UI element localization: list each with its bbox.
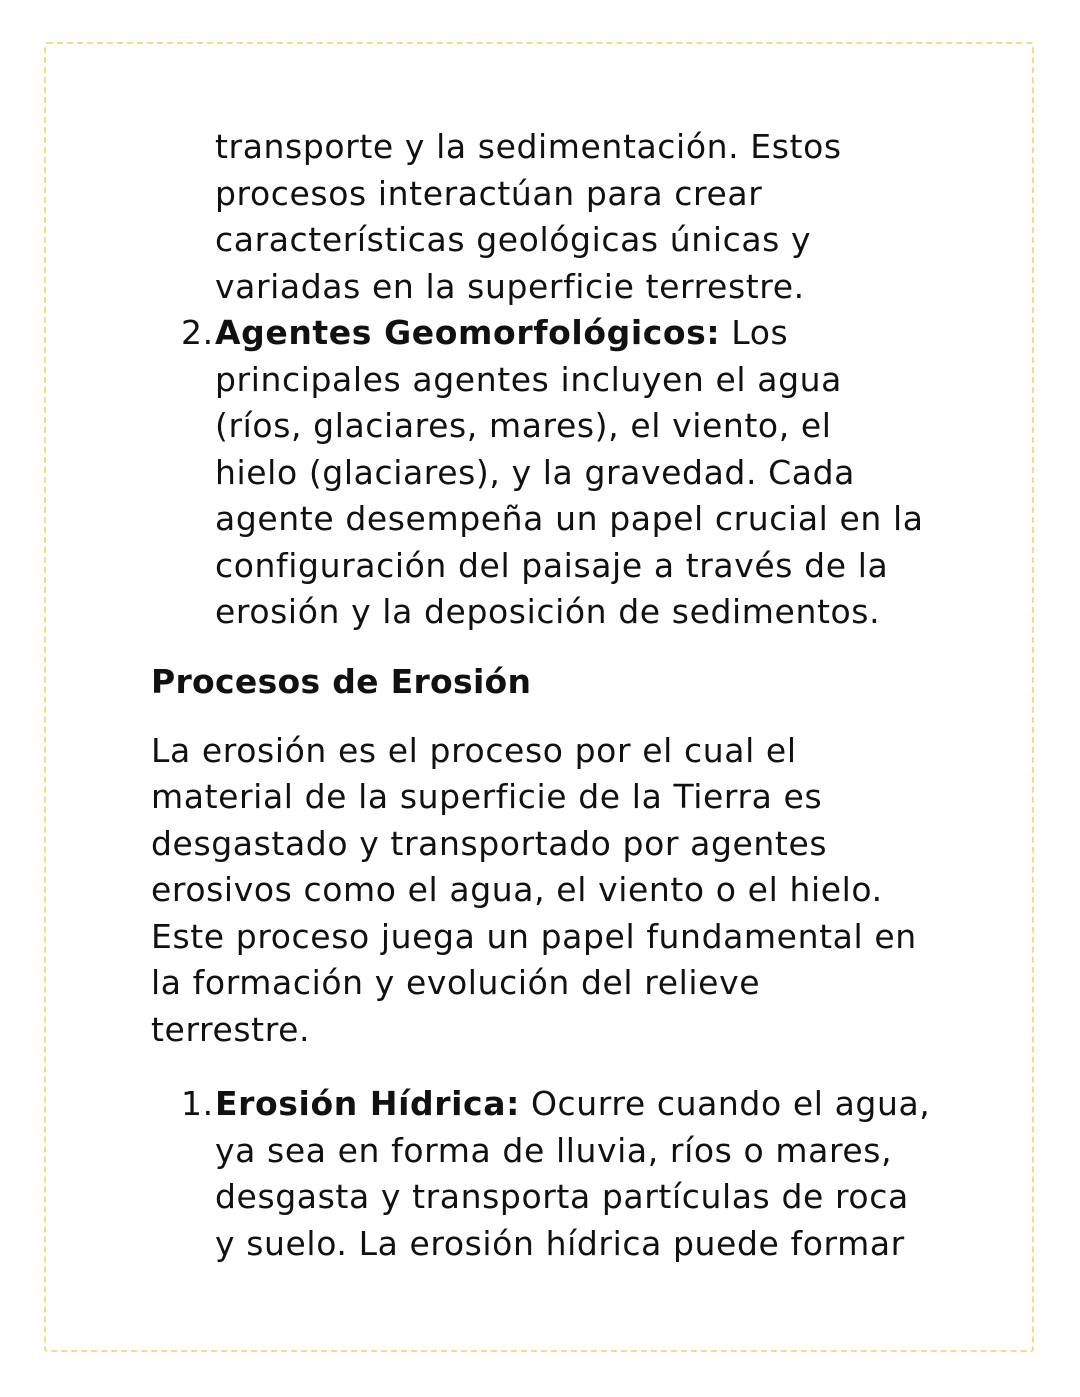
- text-line: erosión y la deposición de sedimentos.: [215, 592, 881, 631]
- list-item-agentes: [151, 310, 951, 636]
- text-line: hielo (glaciares), y la gravedad. Cada: [215, 452, 855, 492]
- text-line: transporte y la sedimentación. Estos: [215, 127, 842, 166]
- text-line: Este proceso juega un papel fundamental en: [151, 916, 917, 956]
- text-line: configuración del paisaje a través de la: [215, 545, 889, 585]
- text-line: [215, 310, 951, 357]
- text-line: [215, 1081, 951, 1128]
- text-line: variadas en la superficie terrestre.: [215, 266, 805, 306]
- text-line: desgasta y transporta partículas de roca: [215, 1177, 909, 1216]
- text-line: desgastado y transportado por agentes: [151, 823, 828, 863]
- term-label: Erosión Hídrica:: [215, 1084, 520, 1123]
- text-line: erosivos como el agua, el viento o el hielo.: [151, 870, 883, 909]
- text-line: material de la superficie de la Tierra es: [151, 777, 823, 816]
- section-heading: Procesos de Erosión: [151, 661, 532, 701]
- list-item-erosion-hidrica: [151, 1081, 951, 1267]
- text-line: la formación y evolución del relieve: [151, 963, 761, 1002]
- list-item-continuation: [151, 124, 951, 310]
- text-line: procesos interactúan para crear: [215, 173, 763, 213]
- list-number: 2.: [181, 313, 214, 352]
- list-number: 1.: [181, 1084, 214, 1123]
- text-line: terrestre.: [151, 1009, 311, 1049]
- text-line: principales agentes incluyen el agua: [215, 359, 842, 399]
- section-paragraph: [151, 728, 951, 1054]
- text-line: características geológicas únicas y: [215, 220, 812, 259]
- text-line: y suelo. La erosión hídrica puede formar: [215, 1223, 905, 1263]
- text-line: ya sea en forma de lluvia, ríos o mares,: [215, 1130, 893, 1170]
- text-line: agente desempeña un papel crucial en la: [215, 499, 924, 538]
- text-line: (ríos, glaciares, mares), el viento, el: [215, 406, 832, 445]
- term-label: Agentes Geomorfológicos:: [215, 313, 721, 352]
- text-fragment: Ocurre cuando el agua,: [519, 1084, 931, 1123]
- text-line: La erosión es el proceso por el cual el: [151, 730, 797, 770]
- text-fragment: Los: [720, 313, 789, 352]
- document-content: [151, 124, 951, 1267]
